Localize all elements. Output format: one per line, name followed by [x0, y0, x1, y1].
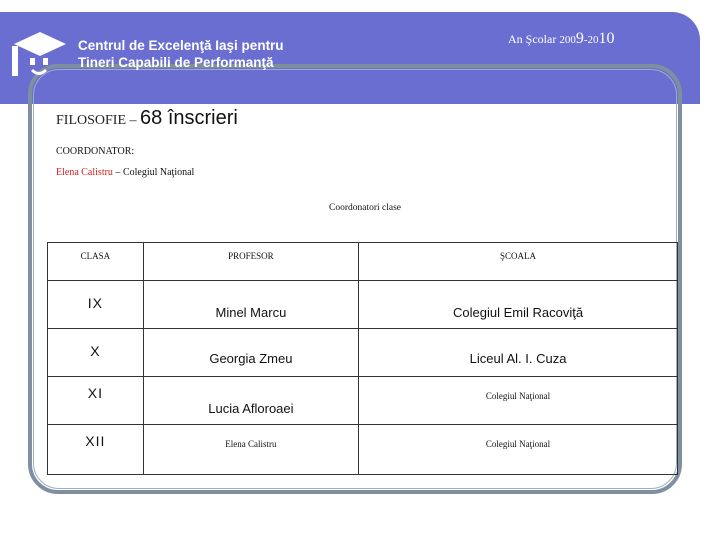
coordinator-label: COORDONATOR:: [56, 146, 135, 157]
row-profesor: Georgia Zmeu: [209, 351, 293, 366]
table-row: [48, 425, 678, 475]
org-name-line2: Tineri Capabili de Performanţă: [78, 55, 274, 70]
row-clasa: XI: [87, 385, 103, 401]
row-scoala: Liceul Al. I. Cuza: [469, 351, 567, 366]
row-profesor: Lucia Afloroaei: [208, 401, 294, 416]
enrollment-count: 68 înscrieri: [140, 107, 238, 129]
header-scoala: ŞCOALA: [500, 251, 537, 261]
header-clasa: CLASA: [80, 251, 111, 261]
class-coordinators-label: Coordonatori clase: [329, 203, 402, 213]
year-end: 10: [598, 30, 615, 47]
row-clasa: IX: [87, 295, 103, 311]
graduation-cap-logo-icon: [10, 22, 68, 82]
row-scoala: Colegiul Emil Racoviţă: [453, 305, 584, 320]
year-mid: 200: [559, 34, 576, 46]
coordinator-school: Colegiul Naţional: [122, 167, 195, 178]
year-sep: -20: [583, 34, 599, 46]
table-row: [48, 329, 678, 377]
class-coordinators-table: [47, 242, 678, 475]
subject-name: FILOSOFIE –: [56, 113, 141, 128]
row-profesor: Elena Calistru: [225, 439, 277, 449]
row-clasa: XII: [85, 433, 106, 449]
org-name-line1: Centrul de Excelenţă Iaşi pentru: [78, 38, 284, 53]
coordinator-name: Elena Calistru: [56, 167, 113, 178]
coordinator-separator: –: [112, 167, 123, 178]
year-prefix: An Şcolar: [508, 32, 560, 46]
table-row: [48, 281, 678, 329]
row-scoala: Colegiul Naţional: [485, 391, 551, 401]
header-profesor: PROFESOR: [228, 251, 274, 261]
subject-title: [56, 107, 238, 130]
coordinator-line: [56, 167, 194, 178]
year-big: 9: [575, 30, 584, 47]
row-clasa: X: [90, 343, 101, 359]
row-profesor: Minel Marcu: [215, 305, 287, 320]
school-year: [508, 30, 615, 48]
table-row: [48, 377, 678, 425]
table-header-row: [48, 243, 678, 281]
row-scoala: Colegiul Naţional: [485, 439, 551, 449]
